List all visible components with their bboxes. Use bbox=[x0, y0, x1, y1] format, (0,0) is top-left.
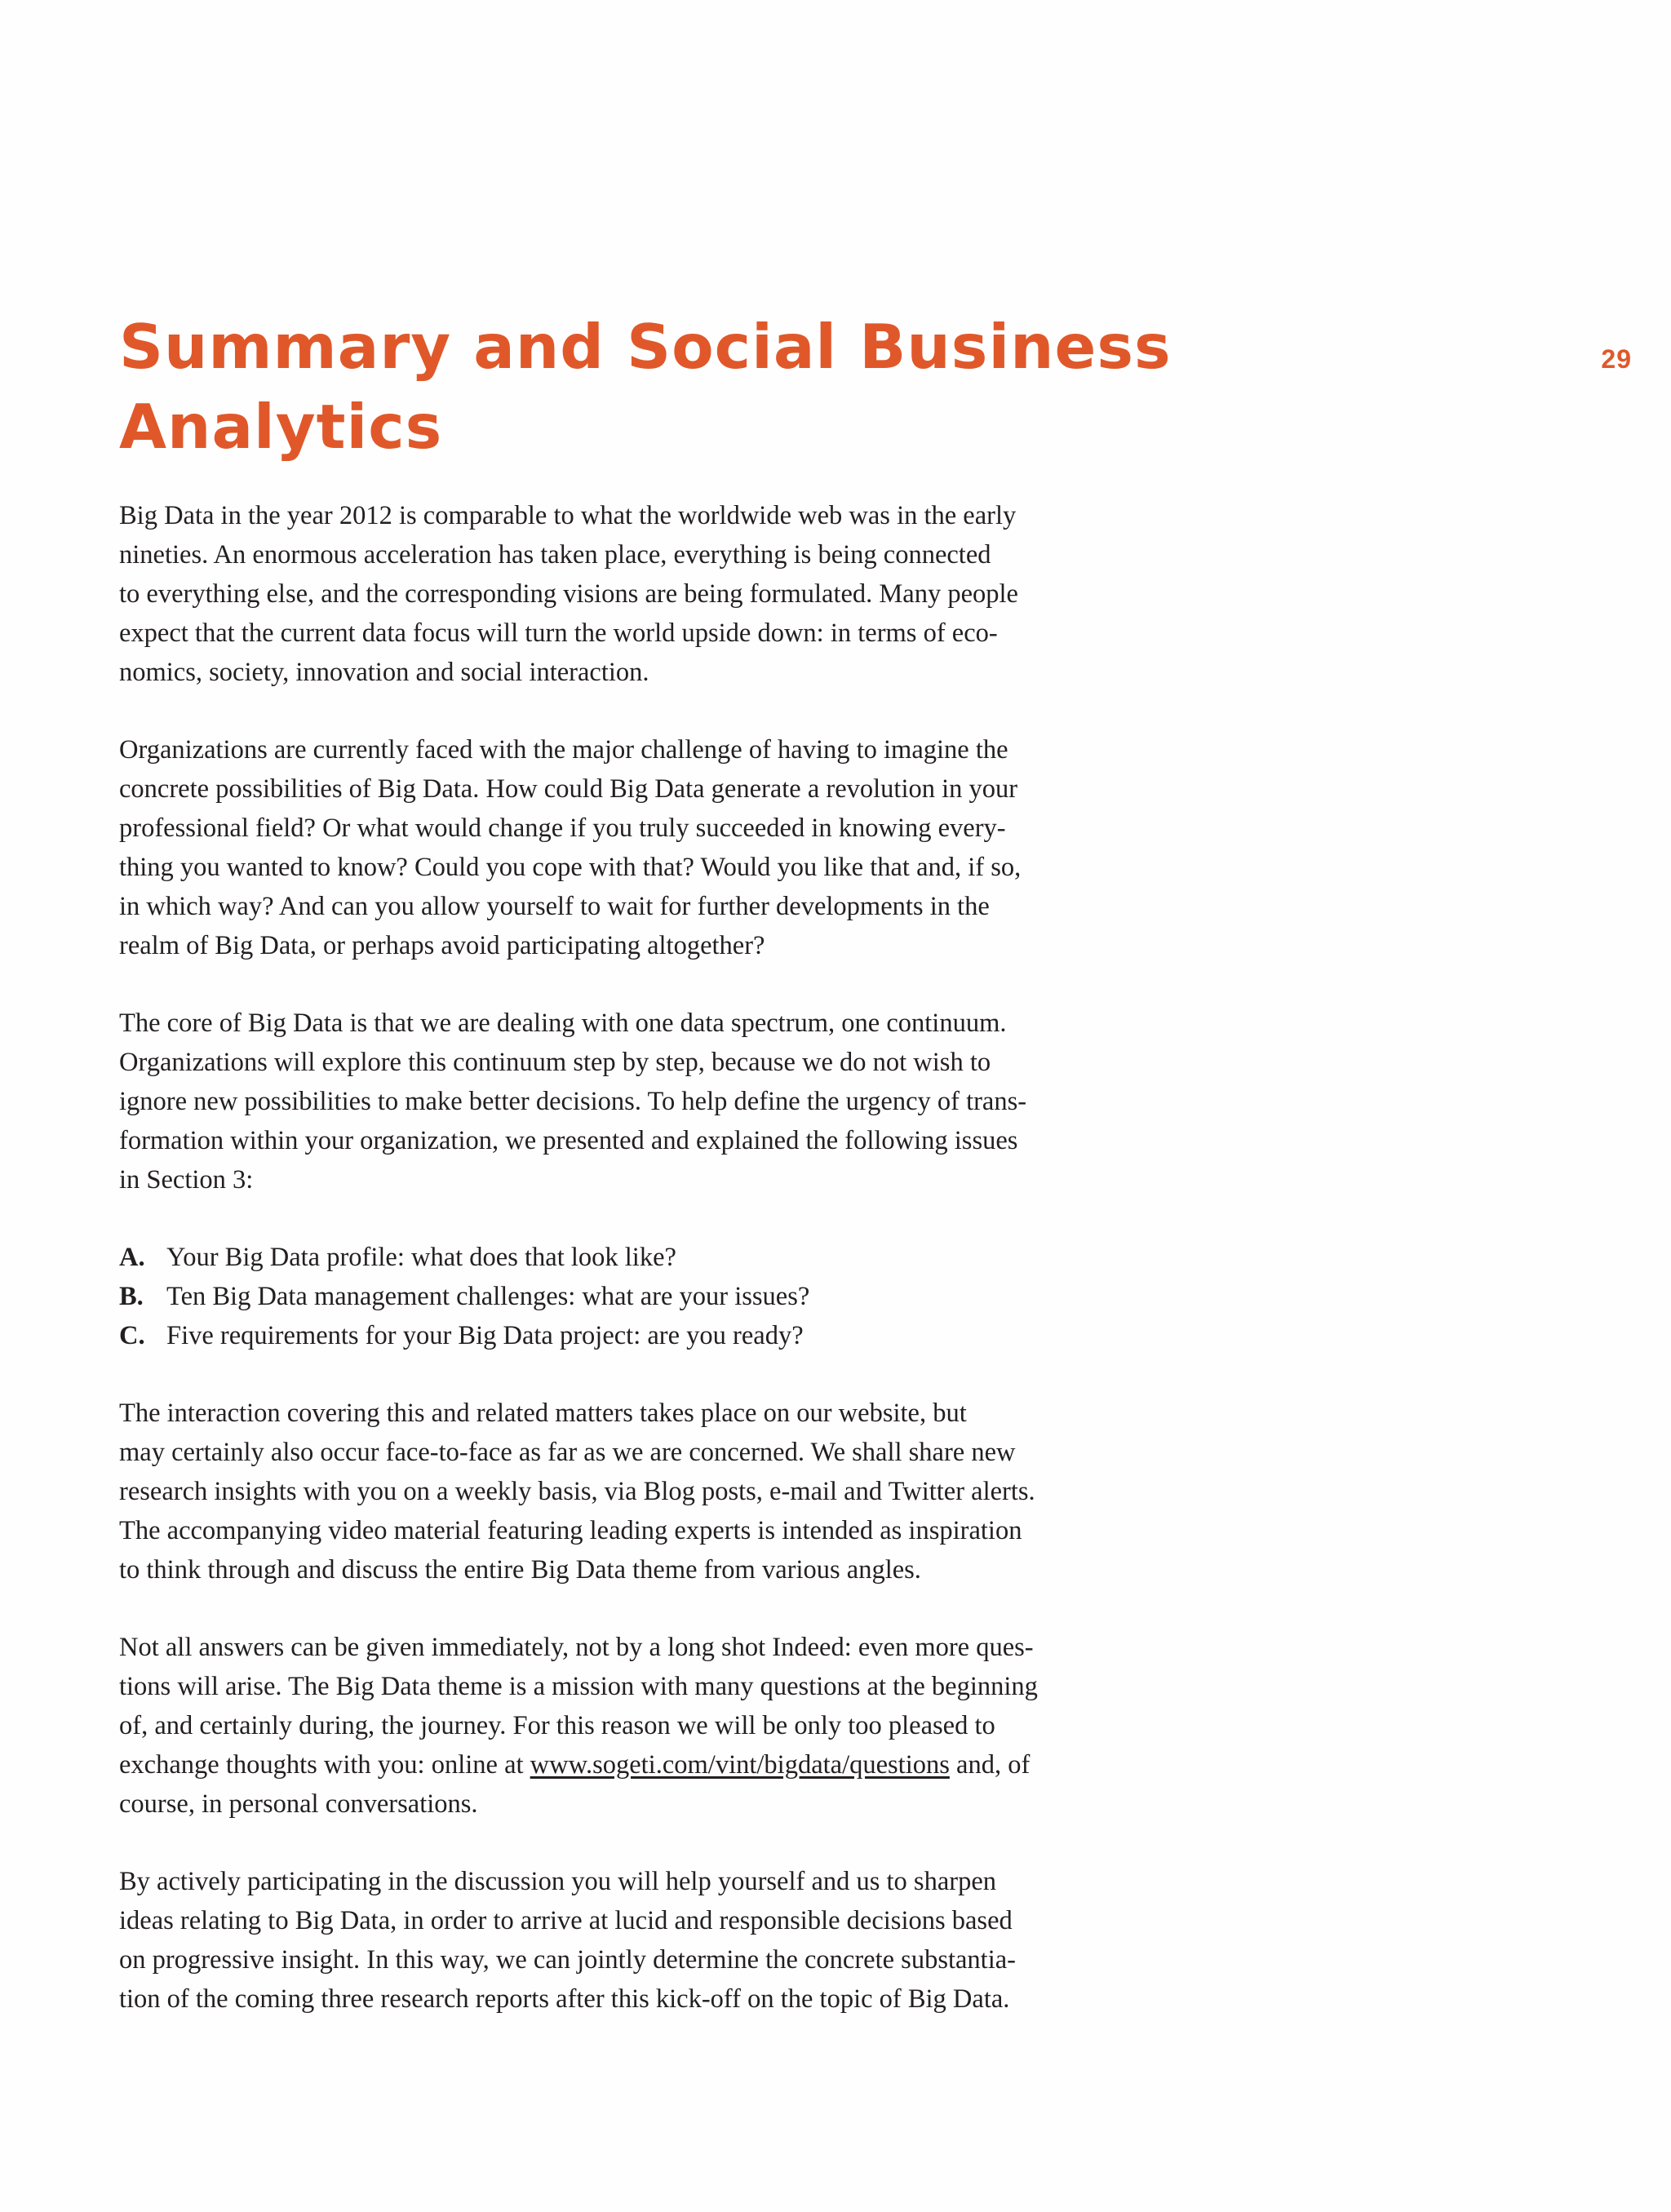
text-line: Not all answers can be given immediately, not by a long shot Indeed: even more ques- bbox=[119, 1633, 1034, 1662]
text-line: ideas relating to Big Data, in order to arrive at lucid and responsible decisions based bbox=[119, 1906, 1013, 1935]
text-line: on progressive insight. In this way, we can jointly determine the concrete substantia- bbox=[119, 1945, 1016, 1975]
title-line: Analytics bbox=[119, 391, 443, 463]
text-line: to think through and discuss the entire Big Data theme from various angles. bbox=[119, 1555, 921, 1585]
text-line: expect that the current data focus will turn the world upside down: in terms of eco- bbox=[119, 618, 998, 648]
text-line: By actively participating in the discussion you will help yourself and us to sharpen bbox=[119, 1867, 997, 1896]
text-line: realm of Big Data, or perhaps avoid participating altogether? bbox=[119, 931, 765, 960]
text-line-with-link bbox=[119, 1745, 1127, 1784]
page-number: 29 bbox=[1601, 344, 1632, 374]
issues-list bbox=[119, 1238, 1127, 1355]
list-marker: B. bbox=[119, 1282, 144, 1311]
text-line: The interaction covering this and related matters takes place on our website, but bbox=[119, 1399, 967, 1428]
text-line: may certainly also occur face-to-face as far as we are concerned. We shall share new bbox=[119, 1438, 1016, 1467]
list-item-text: Five requirements for your Big Data project: are you ready? bbox=[166, 1321, 804, 1350]
text-line: concrete possibilities of Big Data. How could Big Data generate a revolution in your bbox=[119, 774, 1018, 804]
body-text bbox=[119, 496, 1127, 2057]
link-line-before: exchange thoughts with you: online at bbox=[119, 1750, 530, 1780]
paragraph-participation bbox=[119, 1862, 1127, 2019]
paragraph-interaction bbox=[119, 1394, 1127, 1589]
text-line: in Section 3: bbox=[119, 1165, 254, 1195]
text-line: to everything else, and the corresponding visions are being formulated. Many people bbox=[119, 579, 1018, 609]
text-line: The accompanying video material featuring leading experts is intended as inspiration bbox=[119, 1516, 1022, 1545]
page-title bbox=[119, 307, 1180, 467]
list-item bbox=[119, 1277, 1127, 1316]
text-line: formation within your organization, we presented and explained the following issues bbox=[119, 1126, 1018, 1155]
text-line: thing you wanted to know? Could you cope with that? Would you like that and, if so, bbox=[119, 853, 1022, 882]
text-line: tions will arise. The Big Data theme is a mission with many questions at the beginning bbox=[119, 1672, 1038, 1701]
text-line: course, in personal conversations. bbox=[119, 1789, 478, 1819]
text-line: tion of the coming three research reports after this kick-off on the topic of Big Data. bbox=[119, 1984, 1010, 2014]
list-item bbox=[119, 1238, 1127, 1277]
list-item-text: Ten Big Data management challenges: what are your issues? bbox=[166, 1282, 810, 1311]
text-line: research insights with you on a weekly basis, via Blog posts, e-mail and Twitter alerts. bbox=[119, 1477, 1035, 1506]
list-item-text: Your Big Data profile: what does that look like? bbox=[166, 1243, 676, 1272]
text-line: of, and certainly during, the journey. For this reason we will be only too pleased to bbox=[119, 1711, 995, 1740]
text-line: Organizations are currently faced with the major challenge of having to imagine the bbox=[119, 735, 1008, 765]
text-line: Big Data in the year 2012 is comparable to what the worldwide web was in the early bbox=[119, 501, 1017, 530]
paragraph-answers bbox=[119, 1628, 1127, 1824]
text-line: ignore new possibilities to make better decisions. To help define the urgency of trans- bbox=[119, 1087, 1027, 1116]
list-marker: C. bbox=[119, 1321, 145, 1350]
link-line-after: and, of bbox=[949, 1750, 1031, 1780]
paragraph-organizations bbox=[119, 730, 1127, 965]
list-marker: A. bbox=[119, 1243, 145, 1272]
paragraph-core bbox=[119, 1004, 1127, 1199]
paragraph-intro bbox=[119, 496, 1127, 692]
list-item bbox=[119, 1316, 1127, 1355]
title-line: Summary and Social Business bbox=[119, 311, 1172, 383]
text-line: The core of Big Data is that we are dealing with one data spectrum, one continuum. bbox=[119, 1008, 1007, 1038]
text-line: nineties. An enormous acceleration has taken place, everything is being connected bbox=[119, 540, 991, 570]
text-line: in which way? And can you allow yourself to wait for further developments in the bbox=[119, 892, 990, 921]
text-line: Organizations will explore this continuum step by step, because we do not wish to bbox=[119, 1048, 991, 1077]
text-line: nomics, society, innovation and social interaction. bbox=[119, 658, 649, 687]
questions-link[interactable]: www.sogeti.com/vint/bigdata/questions bbox=[530, 1750, 950, 1780]
text-line: professional field? Or what would change if you truly succeeded in knowing every- bbox=[119, 813, 1006, 843]
